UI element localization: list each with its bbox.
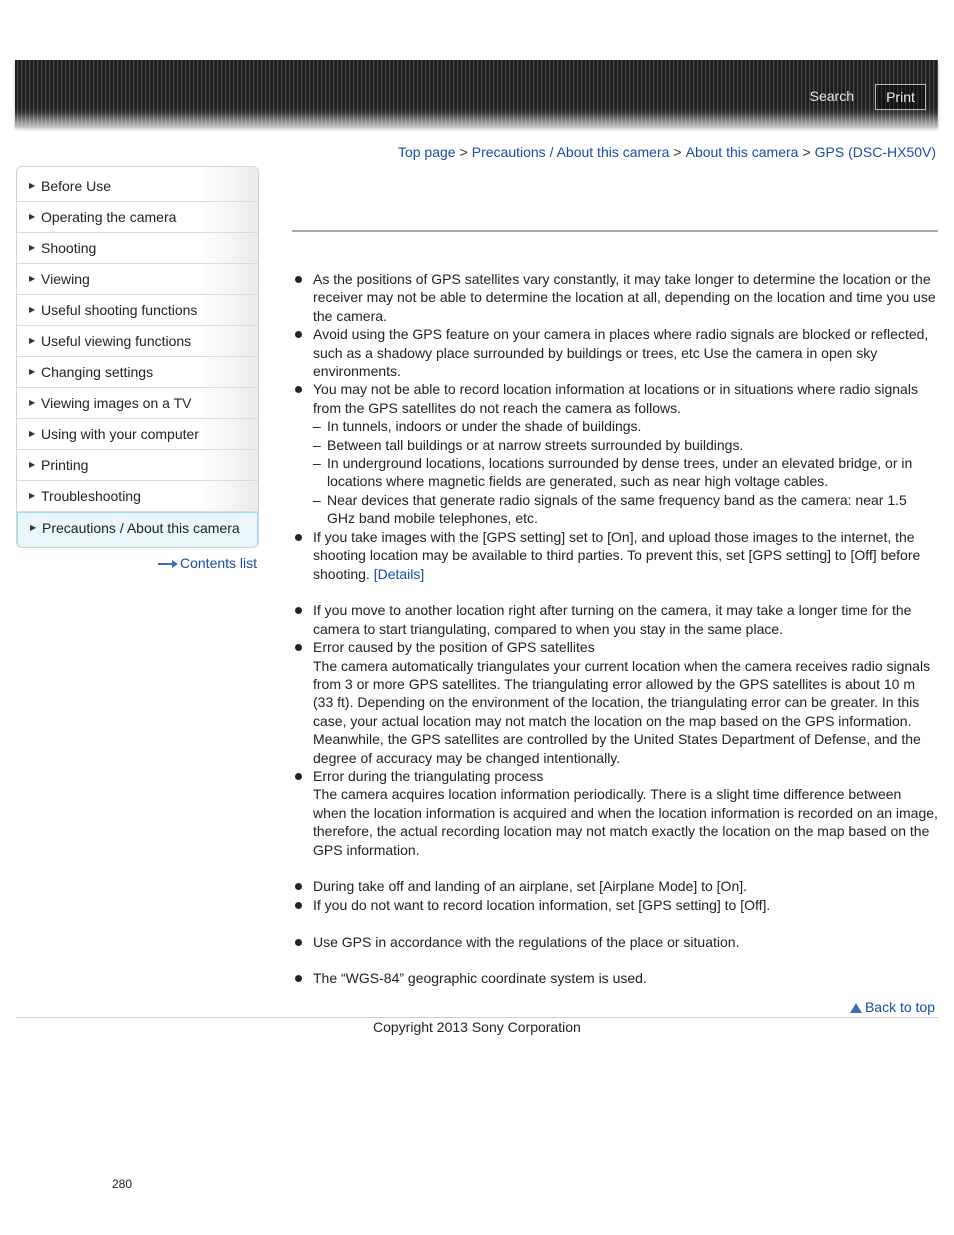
triangle-right-icon: ▶ — [29, 212, 36, 221]
sub-list-item: – Between tall buildings or at narrow streets surrounded by buildings. — [313, 436, 744, 453]
footer-divider — [16, 1017, 938, 1018]
sidebar-item-label: Viewing images on a TV — [41, 395, 192, 411]
header-banner — [15, 60, 938, 127]
triangle-right-icon: ▶ — [29, 398, 36, 407]
sub-list-item: – Near devices that generate radio signals of the same frequency band as the camera: near 1.5 GHz band mobile telephones, etc. — [313, 491, 907, 527]
list-item: If you take images with the [GPS setting] set to [On], and upload those images to the internet, the shooting location may be available to third parties. To prevent this, set [GPS setting] to [Off] before shooting. [Details] — [292, 528, 938, 583]
sidebar-item-label: Troubleshooting — [41, 488, 141, 504]
triangle-up-icon — [850, 1003, 862, 1013]
back-to-top-label: Back to top — [864, 999, 935, 1015]
sidebar-item-using-with-computer[interactable] — [17, 419, 258, 450]
bullet-icon — [295, 883, 302, 890]
triangle-right-icon: ▶ — [29, 243, 36, 252]
sidebar-item-label: Operating the camera — [41, 209, 177, 225]
sidebar-nav — [16, 166, 259, 548]
list-item: Error during the triangulating process The camera acquires location information periodically. There is a slight time difference between when the location information is acquired and when the location information is recorded on an image, therefore, the actual recording location may not match exactly the location on the map based on the GPS information. — [292, 767, 938, 859]
bullet-icon — [295, 773, 302, 780]
bullet-icon — [295, 607, 302, 614]
sidebar-item-label: Useful shooting functions — [41, 302, 198, 318]
contents-list-label: Contents list — [180, 555, 258, 571]
sidebar-item-label: Printing — [41, 457, 89, 473]
search-button[interactable]: Search — [809, 88, 854, 104]
list-item: If you move to another location right after turning on the camera, it may take a longer time for the camera to start triangulating, compared to when you stay in the same place. — [292, 601, 938, 638]
bullet-icon — [295, 902, 302, 909]
details-link[interactable]: [Details] — [373, 565, 425, 582]
bullet-icon — [295, 975, 302, 982]
breadcrumb — [398, 144, 936, 160]
breadcrumb-about-this-camera[interactable]: About this camera — [685, 144, 799, 160]
dash-icon: – — [313, 436, 321, 453]
breadcrumb-gps[interactable]: GPS (DSC-HX50V) — [814, 144, 936, 160]
triangle-right-icon: ▶ — [29, 336, 36, 345]
list-item: Avoid using the GPS feature on your camera in places where radio signals are blocked or reflected, such as a shadowy place surrounded by buildings or trees, etc Use the camera in open sky environments. — [292, 325, 938, 380]
list-item: The “WGS-84” geographic coordinate system is used. — [292, 969, 938, 987]
list-item: As the positions of GPS satellites vary constantly, it may take longer to determine the location or the receiver may not be able to determine the location at all, depending on the location and time you use the camera. — [292, 270, 938, 325]
triangle-right-icon: ▶ — [29, 429, 36, 438]
triangle-right-icon: ▶ — [29, 491, 36, 500]
sidebar-item-label: Changing settings — [41, 364, 154, 380]
bullet-icon — [295, 386, 302, 393]
bullet-icon — [295, 534, 302, 541]
dash-icon: – — [313, 455, 321, 472]
bullet-icon — [295, 939, 302, 946]
sidebar-item-shooting[interactable] — [17, 233, 258, 264]
breadcrumb-separator: > — [802, 144, 811, 160]
sidebar-item-label: Precautions / About this camera — [42, 520, 240, 536]
sidebar-item-viewing[interactable] — [17, 264, 258, 295]
breadcrumb-separator: > — [459, 144, 468, 160]
page-number: 280 — [112, 1177, 133, 1191]
sidebar-item-useful-shooting-functions[interactable] — [17, 295, 258, 326]
sidebar-item-label: Using with your computer — [41, 426, 199, 442]
copyright: Copyright 2013 Sony Corporation — [373, 1019, 581, 1035]
breadcrumb-precautions[interactable]: Precautions / About this camera — [471, 144, 670, 160]
list-item: If you do not want to record location information, set [GPS setting] to [Off]. — [292, 896, 938, 914]
sidebar-item-useful-viewing-functions[interactable] — [17, 326, 258, 357]
triangle-right-icon: ▶ — [29, 305, 36, 314]
dash-icon: – — [313, 418, 321, 435]
sidebar-item-label: Before Use — [41, 178, 112, 194]
sidebar-item-changing-settings[interactable] — [17, 357, 258, 388]
triangle-right-icon: ▶ — [29, 367, 36, 376]
sidebar-item-label: Viewing — [41, 271, 90, 287]
arrow-right-icon — [158, 559, 178, 569]
sidebar-item-label: Shooting — [41, 240, 97, 256]
triangle-right-icon: ▶ — [29, 274, 36, 283]
sidebar-item-precautions[interactable] — [17, 512, 258, 547]
main-content — [292, 270, 938, 988]
triangle-right-icon: ▶ — [29, 181, 36, 190]
bullet-icon — [295, 331, 302, 338]
sidebar-item-before-use[interactable] — [17, 167, 258, 202]
list-item: Use GPS in accordance with the regulations of the place or situation. — [292, 933, 938, 951]
sub-list-item: – In tunnels, indoors or under the shade of buildings. — [313, 418, 642, 435]
triangle-right-icon: ▶ — [29, 460, 36, 469]
sidebar-item-troubleshooting[interactable] — [17, 481, 258, 512]
sidebar-item-operating-the-camera[interactable] — [17, 202, 258, 233]
dash-icon: – — [313, 491, 321, 508]
triangle-right-icon: ▶ — [30, 523, 37, 532]
title-divider — [292, 230, 938, 232]
contents-list-link[interactable] — [158, 555, 257, 571]
breadcrumb-separator: > — [673, 144, 682, 160]
bullet-icon — [295, 276, 302, 283]
sidebar-item-printing[interactable] — [17, 450, 258, 481]
list-item: You may not be able to record location information at locations or in situations where radio signals from the GPS satellites do not reach the camera as follows. — [292, 380, 938, 417]
print-button[interactable]: Print — [875, 84, 926, 110]
breadcrumb-top-page[interactable]: Top page — [397, 144, 456, 160]
sidebar-item-viewing-images-on-tv[interactable] — [17, 388, 258, 419]
sidebar-item-label: Useful viewing functions — [41, 333, 192, 349]
list-item: Error caused by the position of GPS satellites The camera automatically triangulates your current location when the camera receives radio signals from 3 or more GPS satellites. The triangulating error allowed by the GPS satellites is about 10 m (33 ft). Depending on the environment of the location, the triangulating error can be greater. In this case, your actual location may not match the location on the map based on the GPS information. Meanwhile, the GPS satellites are controlled by the United States Department of Defense, and the degree of accuracy may be changed intentionally. — [292, 638, 938, 767]
back-to-top-link[interactable] — [850, 999, 935, 1015]
bullet-icon — [295, 644, 302, 651]
list-item: During take off and landing of an airplane, set [Airplane Mode] to [On]. — [292, 877, 938, 895]
sub-list-item: – In underground locations, locations surrounded by dense trees, under an elevated bridge, or in locations where magnetic fields are generated, such as near high voltage cables. — [313, 455, 913, 490]
